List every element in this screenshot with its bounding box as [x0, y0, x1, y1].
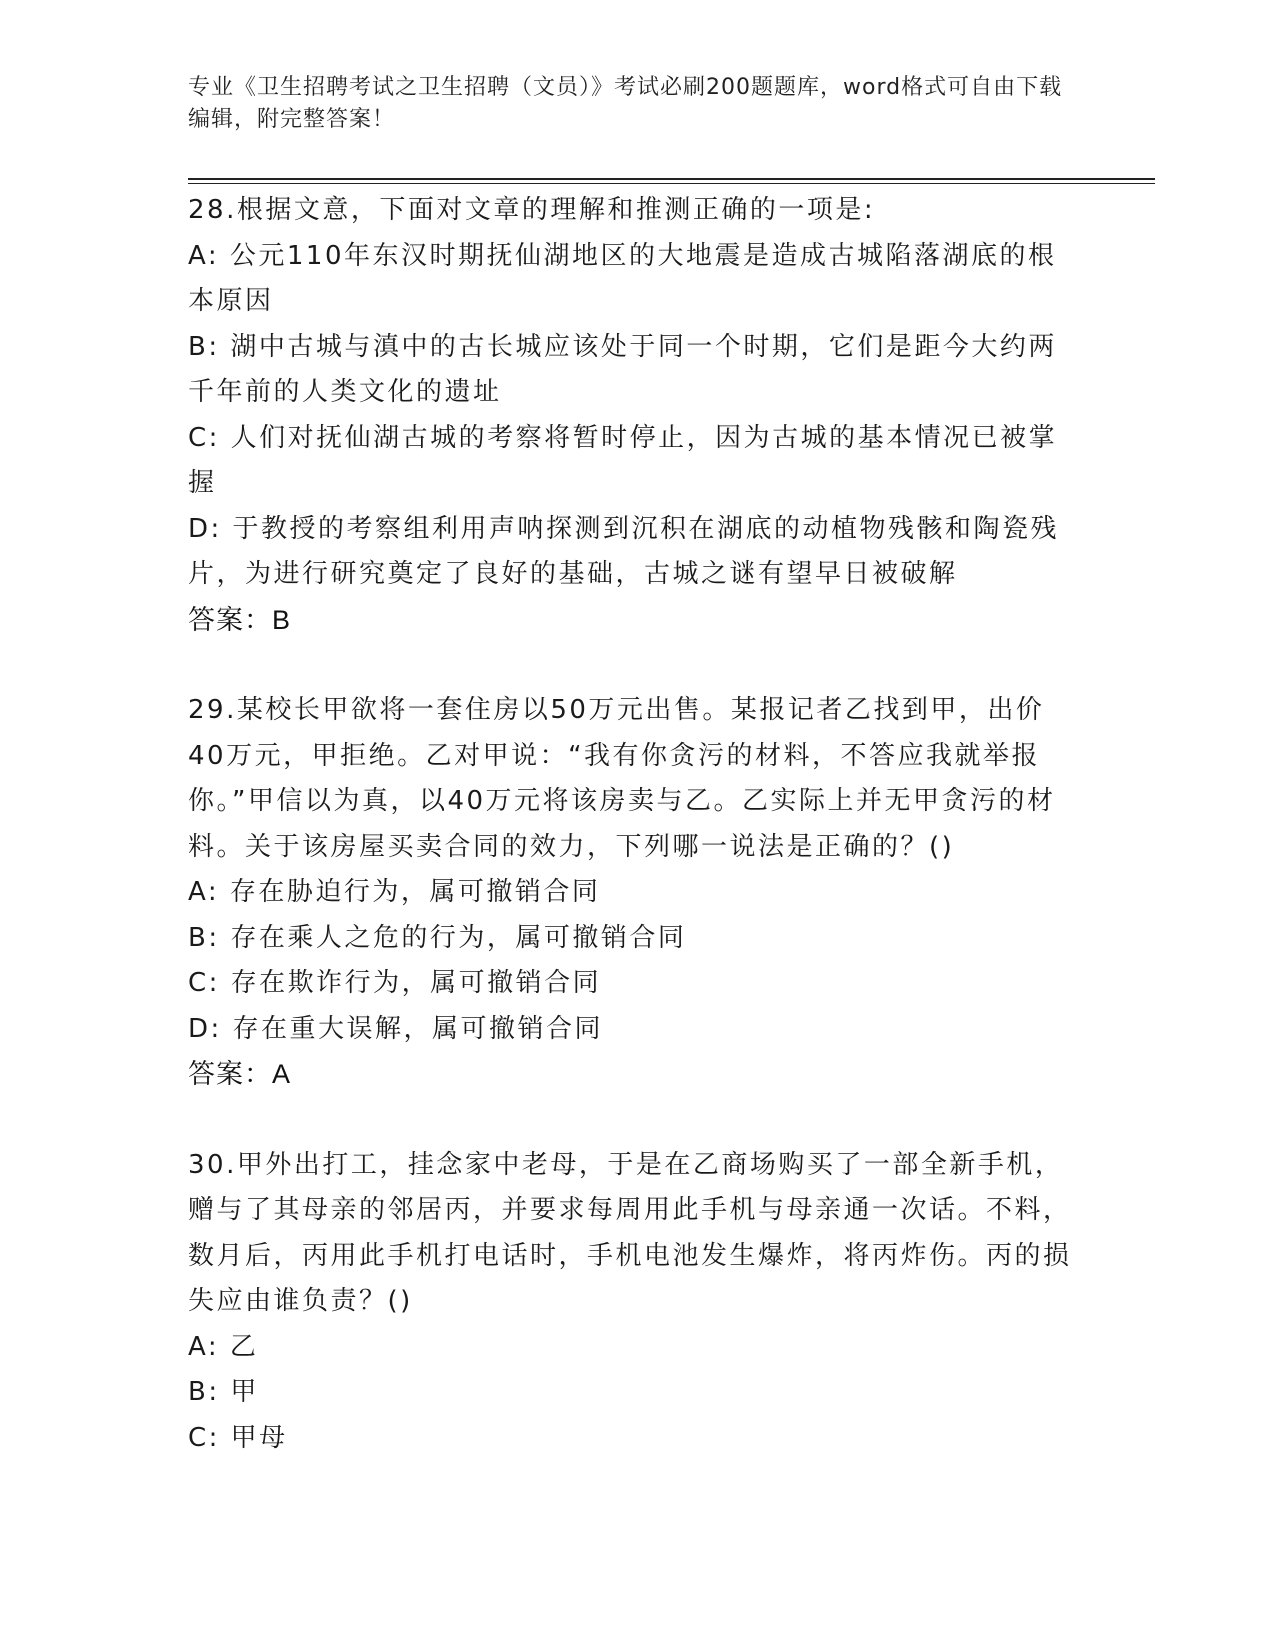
option-d: D: 于教授的考察组利用声呐探测到沉积在湖底的动植物残骸和陶瓷残片，为进行研究奠定了良好的基础，古城之谜有望早日被破解: [188, 513, 1060, 589]
document-header: 专业《卫生招聘考试之卫生招聘（文员）》考试必刷200题题库，word格式可自由下载编辑，附完整答案！: [188, 75, 1063, 132]
option-c: C: 存在欺诈行为，属可撤销合同: [188, 968, 602, 998]
option-c: C: 甲母: [188, 1422, 288, 1453]
answer: 答案：B: [188, 604, 292, 635]
option-c: C: 人们对抚仙湖古城的考察将暂时停止，因为古城的基本情况已被掌握: [188, 422, 1058, 498]
question-stem: 29.某校长甲欲将一套住房以50万元出售。某报记者乙找到甲，出价40万元，甲拒绝。乙对甲说：“我有你贪污的材料，不答应我就举报你。”甲信以为真，以40万元将该房卖与乙。乙实际上并无甲贪污的材料。关于该房屋买卖合同的效力，下列哪一说法是正确的？(): [188, 695, 1056, 862]
option-b: B: 甲: [188, 1377, 259, 1407]
question-stem: 28.根据文意，下面对文章的理解和推测正确的一项是:: [188, 195, 876, 225]
question-30: [188, 1143, 1078, 1462]
option-a: A: 乙: [188, 1331, 259, 1362]
question-spacer: [188, 643, 1078, 688]
header-divider: [188, 178, 1155, 180]
option-a: A: 存在胁迫行为，属可撤销合同: [188, 877, 601, 907]
option-d: D: 存在重大误解，属可撤销合同: [188, 1013, 604, 1044]
question-28: [188, 188, 1078, 643]
question-29: [188, 688, 1078, 1098]
answer: 答案：A: [188, 1059, 292, 1089]
question-spacer: [188, 1098, 1078, 1143]
question-stem: 30.甲外出打工，挂念家中老母，于是在乙商场购买了一部全新手机，赠与了其母亲的邻居丙，并要求每周用此手机与母亲通一次话。不料，数月后，丙用此手机打电话时，手机电池发生爆炸，将丙炸伤。丙的损失应由谁负责？(): [188, 1149, 1072, 1316]
option-b: B: 湖中古城与滇中的古长城应该处于同一个时期，它们是距今大约两千年前的人类文化的遗址: [188, 331, 1057, 407]
header-divider-thin: [188, 183, 1155, 184]
option-a: A: 公元110年东汉时期抚仙湖地区的大地震是造成古城陷落湖底的根本原因: [188, 240, 1057, 316]
option-b: B: 存在乘人之危的行为，属可撤销合同: [188, 922, 687, 953]
question-list: [188, 188, 1078, 1461]
